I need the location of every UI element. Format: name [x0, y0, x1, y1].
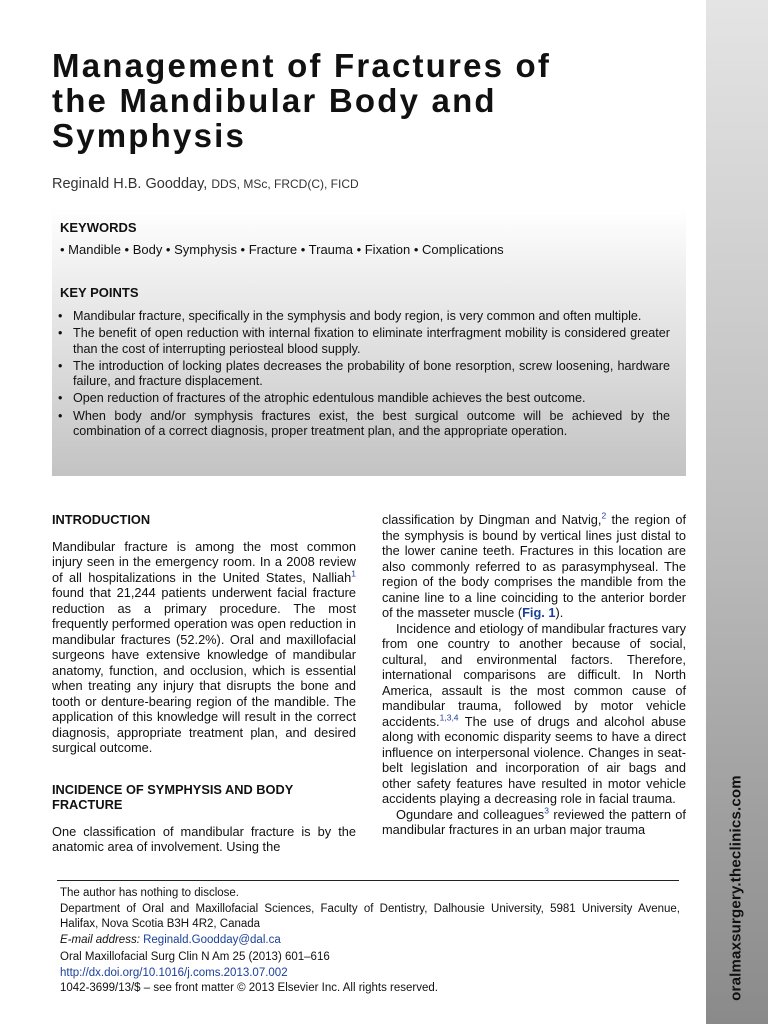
intro-text-a: Mandibular fracture is among the most common injury seen in the emergency room. In a 2008 review of all hospitalizations in the United States, Nalliah — [52, 538, 356, 585]
intro-text-b: found that 21,244 patients underwent facial fracture reduction as a primary procedure. The most frequently performed operation was open reduction in mandibular fractures (52.2%). Oral and maxillofacial surgeons have extensive knowledge of mandibular anatomy, function, and occlusion, which is essential when treating any injury that disrupts the bone and tooth or denture-bearing region of the mandible. The application of this knowledge will result in the correct diagnosis, appropriate treatment plan, and desired surgical outcome. — [52, 585, 356, 755]
email-line — [60, 933, 680, 949]
author-name: Reginald H.B. Goodday, — [52, 176, 208, 192]
key-points-list — [58, 309, 670, 441]
email-label: E-mail address: — [60, 933, 140, 946]
title-line-3: Symphysis — [52, 117, 247, 154]
reference-link[interactable]: 1 — [351, 568, 356, 579]
keywords-list: • Mandible • Body • Symphysis • Fracture • Trauma • Fixation • Complications — [60, 242, 504, 257]
intro-paragraph — [52, 539, 356, 756]
footnote-divider — [57, 880, 679, 881]
body-paragraph — [382, 807, 686, 838]
doi-link[interactable]: http://dx.doi.org/10.1016/j.coms.2013.07.002 — [60, 966, 288, 979]
para-text: The use of drugs and alcohol abuse along with economic disparity seems to have a direct influence on interpersonal violence. Changes in seat-belt legislation and incorporation of air bags and other safety features have resulted in motor vehicle accidents playing a decreasing role in facial trauma. — [382, 713, 686, 806]
reference-link[interactable]: 1,3,4 — [439, 712, 459, 723]
key-point-item: • Mandibular fracture, specifically in the symphysis and body region, is very common and often multiple. — [58, 309, 670, 324]
journal-url[interactable]: oralmaxsurgery.theclinics.com — [727, 775, 745, 1001]
disclosure: The author has nothing to disclose. — [60, 887, 240, 899]
section-heading-incidence: INCIDENCE OF SYMPHYSIS AND BODY FRACTURE — [52, 781, 294, 812]
para-text: Incidence and etiology of mandibular fractures vary from one country to another because of social, cultural, and environmental factors. Therefore, international comparisons are difficult. In North America, assault is the most common cause of mandibular trauma, followed by motor vehicle accidents. — [382, 620, 686, 729]
title-line-1: Management of Fractures of — [52, 47, 552, 84]
footnotes — [60, 886, 680, 948]
copyright: 1042-3699/13/$ – see front matter © 2013 Elsevier Inc. All rights reserved. — [60, 982, 438, 994]
figure-link[interactable]: Fig. 1 — [522, 605, 556, 620]
email-link[interactable]: Reginald.Goodday@dal.ca — [143, 933, 281, 946]
key-points-heading: KEY POINTS — [60, 285, 139, 300]
reference-link[interactable]: 2 — [601, 510, 607, 521]
incidence-paragraph: One classification of mandibular fracture is by the anatomic area of involvement. Using the — [52, 823, 356, 854]
left-column — [52, 512, 356, 855]
para-text: the region of the symphysis is bound by vertical lines just distal to the lower canine teeth. Fractures in this location are also commonly referred to as parasymphyseal. The region of the body comprises the mandible from the canine line to a line coinciding to the anterior border of the masseter muscle ( — [382, 512, 686, 620]
para-text: ). — [555, 605, 564, 620]
author-line — [52, 176, 359, 192]
journal-citation: Oral Maxillofacial Surg Clin N Am 25 (2013) 601–616 — [60, 951, 330, 963]
para-text: reviewed the pattern of mandibular fractures in an urban major trauma — [382, 806, 686, 837]
key-point-item: • The benefit of open reduction with internal fixation to eliminate interfragment mobility is considered greater than the cost of interrupting periosteal blood supply. — [58, 326, 670, 357]
para-text: classification by Dingman and Natvig, — [382, 512, 602, 527]
right-column — [382, 512, 686, 838]
key-point-item: • When body and/or symphysis fractures exist, the best surgical outcome will be achieved by the combination of a correct diagnosis, proper treatment plan, and the appropriate operation. — [58, 409, 670, 440]
keywords-heading: KEYWORDS — [60, 220, 137, 235]
article-title — [52, 48, 551, 153]
affiliation: Department of Oral and Maxillofacial Sciences, Faculty of Dentistry, Dalhousie University, 5981 University Avenue, Halifax, Nova Scotia B3H 4R2, Canada — [60, 902, 680, 930]
para-text: Ogundare and colleagues — [396, 806, 545, 822]
key-point-item: • Open reduction of fractures of the atrophic edentulous mandible achieves the best outcome. — [58, 391, 670, 406]
section-heading-introduction: INTRODUCTION — [52, 512, 151, 527]
author-degrees: DDS, MSc, FRCD(C), FICD — [211, 177, 359, 191]
title-line-2: the Mandibular Body and — [52, 82, 497, 119]
body-paragraph — [382, 512, 686, 621]
body-paragraph — [382, 621, 686, 807]
key-point-item: • The introduction of locking plates decreases the probability of bone resorption, screw loosening, hardware failure, and fracture displacement. — [58, 359, 670, 390]
reference-link[interactable]: 3 — [544, 805, 549, 816]
citation-block — [60, 950, 680, 997]
